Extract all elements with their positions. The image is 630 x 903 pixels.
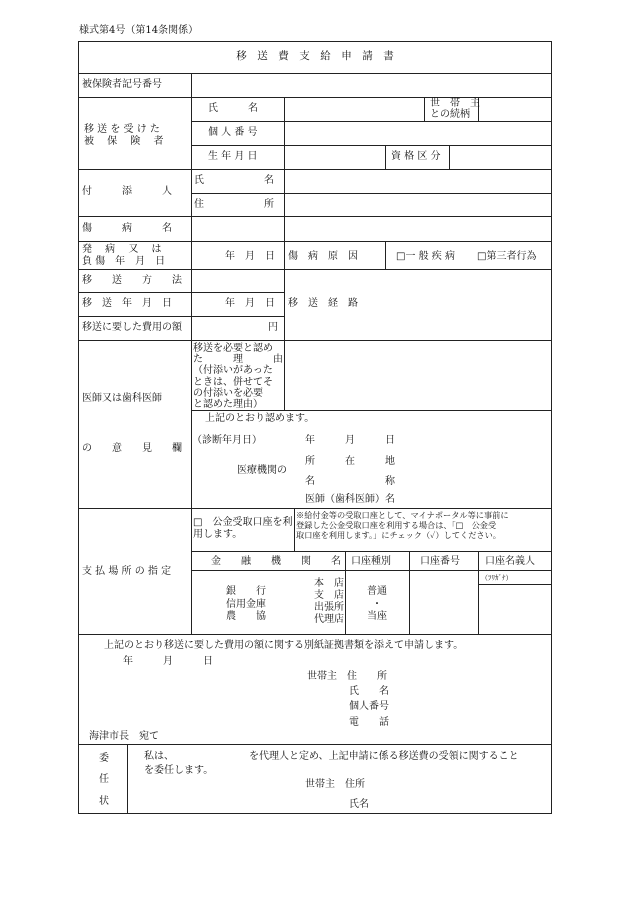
- householder-mynumber-label: 個人番号: [349, 701, 389, 712]
- cause-label: 傷 病 原 因: [288, 251, 358, 262]
- public-account-checkbox[interactable]: □ 公金受取口座を利 用します。: [193, 517, 293, 540]
- relation-label: 世 帯 主 との続柄: [430, 98, 480, 120]
- form-title: 移 送 費 支 給 申 請 書: [236, 50, 394, 62]
- institution-location-label: 所 在 地: [305, 456, 395, 467]
- cause-thirdparty-checkbox[interactable]: □第三者行為: [477, 251, 537, 262]
- branch-type-list: 本 店 支 店 出張所 代理店: [314, 578, 344, 625]
- patient-label: 移 送 を 受 け た 被 保 険 者: [84, 124, 164, 147]
- institution-label: 医療機関の: [237, 465, 287, 476]
- attendant-address-label: 住 所: [194, 199, 274, 210]
- bank-type-list: 銀 行 信用金庫 農 協: [226, 586, 266, 622]
- account-type-list: 普通 ・ 当座: [367, 586, 387, 622]
- route-label: 移 送 経 路: [288, 298, 358, 309]
- attendant-name-label: 氏 名: [194, 175, 274, 186]
- yen-unit: 円: [268, 322, 278, 333]
- public-account-note: ※給付金等の受取口座として、マイナポータル等に事前に 登録した公金受取口座を利用する場合は、「□ 公金受 取口座を利用します。」にチェック（✓）してください。: [296, 510, 509, 540]
- approve-text: 上記のとおり認めます。: [205, 413, 315, 424]
- account-holder-header: 口座名義人: [485, 556, 535, 567]
- transfer-reason-label: 移送を必要と認め た 理 由 （付添いがあった ときは、併せてそ の付添いを必要 と認めた理由）: [193, 343, 283, 410]
- onset-ymd: 年 月 日: [225, 251, 275, 262]
- doctor-label-2: の 意 見 欄: [82, 443, 182, 454]
- addressee: 海津市長 宛て: [89, 731, 159, 742]
- delegation-label-1: 委: [99, 753, 109, 764]
- payment-label: 支 払 場 所 の 指 定: [82, 566, 172, 577]
- attendant-label: 付 添 人: [82, 186, 172, 197]
- doctor-label-1: 医師又は歯科医師: [82, 393, 162, 404]
- declaration-statement: 上記のとおり移送に要した費用の額に関する別紙証拠書類を添えて申請します。: [104, 640, 464, 651]
- diagnosis-ymd: 年 月 日: [305, 435, 395, 446]
- doctor-name-label: 医師（歯科医師）名: [305, 494, 395, 505]
- furigana-label: （ﾌﾘｶﾞﾅ）: [481, 574, 513, 582]
- householder-name-label: 氏 名: [349, 686, 389, 697]
- institution-name-label: 名 称: [305, 476, 395, 487]
- qualification-label: 資 格 区 分: [391, 151, 441, 162]
- delegation-text-1: 私は、 を代理人と定め、上記申請に係る移送費の受領に関すること: [144, 751, 519, 762]
- transfer-method-label: 移 送 方 法: [82, 275, 182, 286]
- form-number: 様式第4号（第14条関係）: [79, 25, 199, 36]
- householder-address-label: 世帯主 住 所: [307, 671, 387, 682]
- delegation-address-label: 世帯主 住所: [305, 779, 365, 790]
- cause-general-checkbox[interactable]: □一 般 疾 病: [396, 251, 455, 262]
- cost-label: 移送に要した費用の額: [82, 322, 182, 333]
- onset-date-label: 発 病 又 は 負 傷 年 月 日: [82, 244, 166, 267]
- insured-number-label: 被保険者記号番号: [82, 79, 162, 90]
- delegation-text-2: を委任します。: [144, 765, 214, 776]
- delegation-name-label: 氏名: [349, 799, 369, 810]
- patient-name-label: 氏 名: [208, 103, 258, 114]
- application-ymd: 年 月 日: [123, 656, 213, 667]
- delegation-label-3: 状: [99, 796, 109, 807]
- account-type-header: 口座種別: [351, 556, 391, 567]
- transfer-date-label: 移 送 年 月 日: [82, 298, 172, 309]
- birthdate-label: 生 年 月 日: [208, 151, 258, 162]
- diagnosis-date-label: （診断年月日）: [192, 435, 262, 446]
- transfer-ymd: 年 月 日: [225, 298, 275, 309]
- delegation-label-2: 任: [99, 774, 109, 785]
- bank-name-header: 金 融 機 関 名: [211, 556, 341, 567]
- injury-name-label: 傷 病 名: [82, 223, 172, 234]
- mynumber-label: 個 人 番 号: [208, 127, 258, 138]
- householder-phone-label: 電 話: [349, 717, 389, 728]
- account-number-header: 口座番号: [420, 556, 460, 567]
